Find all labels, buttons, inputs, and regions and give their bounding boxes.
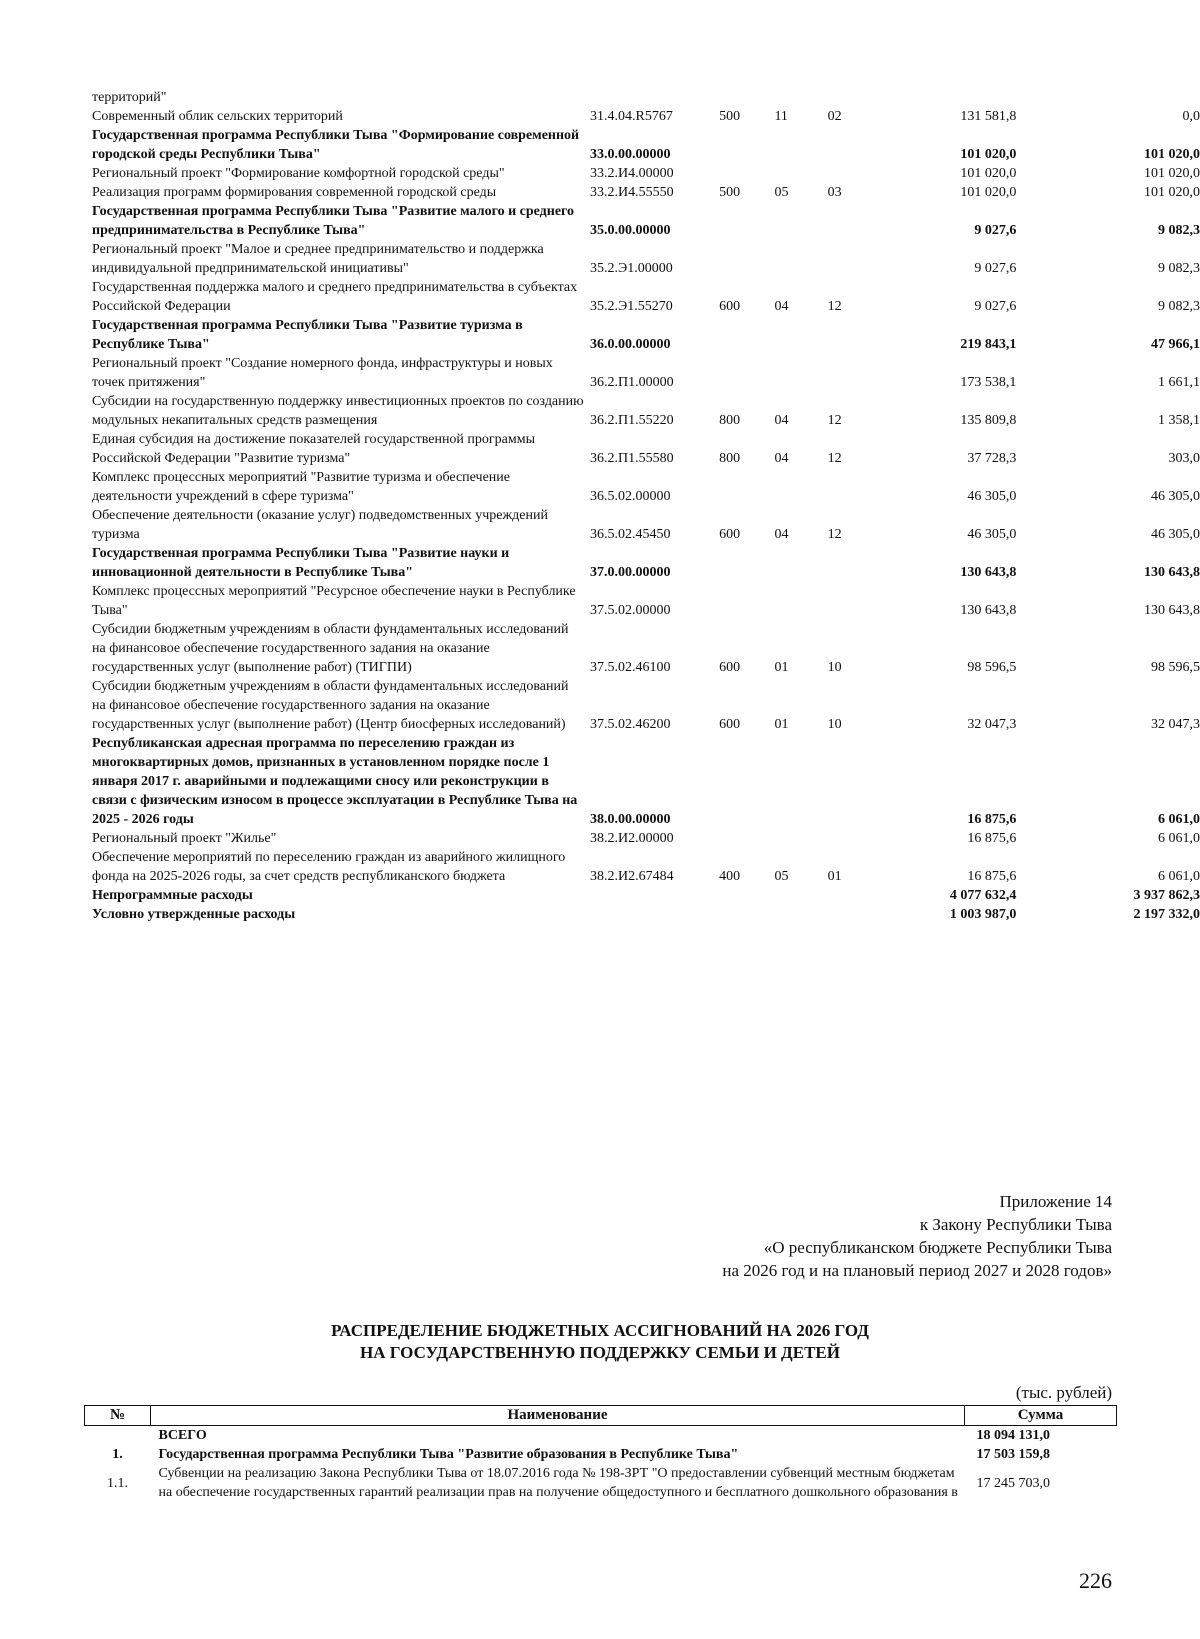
row-section <box>770 164 825 183</box>
row-subsection <box>826 202 887 240</box>
row-sum-2027: 9 027,6 <box>974 223 1017 238</box>
row-section <box>770 905 825 924</box>
row-name: Условно утвержденные расходы <box>92 907 296 922</box>
row-name: Государственная программа Республики Тыва "Развитие науки и инновационной деятельности в Республике Тыва" <box>92 546 510 580</box>
page-number: 226 <box>1079 1568 1112 1593</box>
row-section <box>770 468 825 506</box>
row-subsection <box>826 544 887 582</box>
family-table-row <box>85 1445 1117 1464</box>
row-sum-2028: 130 643,8 <box>1144 603 1200 618</box>
budget-row <box>92 829 1200 848</box>
row-sum-2028: 46 305,0 <box>1151 527 1200 542</box>
row-sum-2028: 130 643,8 <box>1144 565 1200 580</box>
row-name: Единая субсидия на достижение показателей государственной программы Российской Федерации "Развитие туризма" <box>92 432 535 466</box>
budget-table-body <box>92 88 1200 924</box>
row-code <box>590 88 713 107</box>
row-expense-type <box>713 468 770 506</box>
row-section <box>770 316 825 354</box>
row-sum-2028: 6 061,0 <box>1158 869 1200 884</box>
row-section: 01 <box>774 660 789 675</box>
budget-row <box>92 126 1200 164</box>
row-sum: 18 094 131,0 <box>976 1428 1050 1443</box>
row-sum-2027: 101 020,0 <box>960 147 1017 162</box>
document-title-line-2: НА ГОСУДАРСТВЕННУЮ ПОДДЕРЖКУ СЕМЬИ И ДЕТЕЙ <box>360 1343 840 1362</box>
row-name: территорий" <box>92 90 167 105</box>
row-subsection: 02 <box>827 109 842 124</box>
row-sum-2028: 3 937 862,3 <box>1133 888 1200 903</box>
row-name: Комплекс процессных мероприятий "Ресурсное обеспечение науки в Республике Тыва" <box>92 584 576 618</box>
budget-row <box>92 354 1200 392</box>
row-code: 36.2.П1.00000 <box>590 375 674 390</box>
row-subsection: 12 <box>827 451 842 466</box>
row-name: Обеспечение мероприятий по переселению граждан из аварийного жилищного фонда на 2025-2026 годы, за счет средств республиканского бюджета <box>92 850 566 884</box>
row-subsection <box>826 582 887 620</box>
row-section: 04 <box>774 299 789 314</box>
row-code: 36.5.02.45450 <box>590 527 671 542</box>
row-code: 36.2.П1.55220 <box>590 413 674 428</box>
family-table-body <box>85 1426 1117 1503</box>
row-expense-type <box>713 582 770 620</box>
row-sum-2027: 131 581,8 <box>960 109 1017 124</box>
document-title <box>0 1320 1200 1364</box>
row-sum-2028: 303,0 <box>1168 451 1200 466</box>
budget-row <box>92 392 1200 430</box>
row-name: Субвенции на реализацию Закона Республики Тыва от 18.07.2016 года № 198-ЗРТ "О предоставлении субвенций местным бюджетам на обеспечение государственных гарантий реализации прав на получение общедоступного и бесплатного дошкольного образования в <box>158 1466 958 1500</box>
row-name: Государственная программа Республики Тыва "Развитие туризма в Республике Тыва" <box>92 318 523 352</box>
row-section <box>770 88 825 107</box>
row-name: Комплекс процессных мероприятий "Развитие туризма и обеспечение деятельности учреждений в сфере туризма" <box>92 470 510 504</box>
row-expense-type <box>713 734 770 829</box>
row-sum-2028: 9 082,3 <box>1158 299 1200 314</box>
row-number: 1.1. <box>107 1475 128 1491</box>
budget-row <box>92 620 1200 677</box>
row-sum-2028: 101 020,0 <box>1144 166 1200 181</box>
budget-row <box>92 278 1200 316</box>
budget-row <box>92 316 1200 354</box>
row-sum-2028: 9 082,3 <box>1158 223 1200 238</box>
row-sum-2027: 46 305,0 <box>967 489 1017 504</box>
row-name: Субсидии бюджетным учреждениям в области фундаментальных исследований на финансовое обеспечение государственного задания на оказание государственных услуг (выполнение работ) (ТИГПИ) <box>92 622 569 675</box>
budget-row <box>92 848 1200 886</box>
row-subsection <box>826 734 887 829</box>
row-name: Современный облик сельских территорий <box>92 109 343 124</box>
row-sum-2027: 4 077 632,4 <box>949 888 1017 903</box>
row-sum-2027: 46 305,0 <box>967 527 1017 542</box>
row-section <box>770 240 825 278</box>
row-expense-type: 600 <box>719 717 741 732</box>
row-sum-2028: 98 596,5 <box>1151 660 1200 675</box>
row-expense-type <box>713 905 770 924</box>
row-sum-2027: 130 643,8 <box>960 565 1017 580</box>
row-code: 37.0.00.00000 <box>590 565 671 580</box>
row-sum-2028: 2 197 332,0 <box>1133 907 1200 922</box>
row-code: 37.5.02.46200 <box>590 717 671 732</box>
row-section: 04 <box>774 527 789 542</box>
row-code <box>590 886 713 905</box>
row-expense-type <box>713 126 770 164</box>
row-code: 37.5.02.00000 <box>590 603 671 618</box>
family-table-row <box>85 1426 1117 1446</box>
row-section <box>770 582 825 620</box>
row-sum-2028 <box>1062 88 1200 107</box>
row-expense-type: 500 <box>719 109 741 124</box>
row-expense-type: 800 <box>719 413 741 428</box>
row-name: Государственная программа Республики Тыва "Развитие образования в Республике Тыва" <box>158 1447 739 1462</box>
row-subsection <box>826 829 887 848</box>
budget-row <box>92 240 1200 278</box>
row-expense-type: 500 <box>719 185 741 200</box>
row-subsection: 10 <box>827 717 842 732</box>
budget-table <box>92 88 1200 924</box>
family-table-header-row <box>85 1406 1117 1426</box>
row-code: 33.0.00.00000 <box>590 147 671 162</box>
appendix-header <box>722 1190 1112 1282</box>
family-table-row <box>85 1464 1117 1502</box>
row-sum: 17 245 703,0 <box>976 1475 1050 1491</box>
row-expense-type <box>713 544 770 582</box>
row-sum-2027: 130 643,8 <box>960 603 1017 618</box>
budget-row <box>92 506 1200 544</box>
row-subsection: 01 <box>827 869 842 884</box>
row-sum-2027: 16 875,6 <box>967 812 1017 827</box>
row-expense-type <box>713 354 770 392</box>
row-expense-type <box>713 316 770 354</box>
row-expense-type <box>713 886 770 905</box>
row-subsection: 12 <box>827 413 842 428</box>
row-expense-type: 600 <box>719 299 741 314</box>
row-name: Субсидии на государственную поддержку инвестиционных проектов по созданию модульных некапитальных средств размещения <box>92 394 584 428</box>
budget-row <box>92 430 1200 468</box>
row-name: Региональный проект "Формирование комфортной городской среды" <box>92 166 505 181</box>
row-name: Непрограммные расходы <box>92 888 253 903</box>
row-sum-2027: 219 843,1 <box>960 337 1017 352</box>
row-section: 01 <box>774 717 789 732</box>
row-name: Реализация программ формирования современной городской среды <box>92 185 497 200</box>
row-subsection: 03 <box>827 185 842 200</box>
row-name: Региональный проект "Малое и среднее предпринимательство и поддержка индивидуальной предпринимательской инициативы" <box>92 242 544 276</box>
row-sum: 17 503 159,8 <box>976 1447 1050 1462</box>
row-code: 36.0.00.00000 <box>590 337 671 352</box>
row-subsection <box>826 468 887 506</box>
appendix-line-1: Приложение 14 <box>999 1192 1112 1211</box>
family-support-table <box>84 1405 1117 1502</box>
row-sum-2027: 37 728,3 <box>967 451 1017 466</box>
row-name: ВСЕГО <box>158 1428 207 1443</box>
row-section: 04 <box>774 413 789 428</box>
row-section <box>770 886 825 905</box>
row-expense-type <box>713 164 770 183</box>
row-section <box>770 354 825 392</box>
row-sum-2028: 0,0 <box>1182 109 1200 124</box>
row-sum-2027: 16 875,6 <box>967 869 1017 884</box>
row-code: 35.0.00.00000 <box>590 223 671 238</box>
row-sum-2028: 1 358,1 <box>1158 413 1200 428</box>
budget-row <box>92 905 1200 924</box>
row-expense-type <box>713 202 770 240</box>
units-label: (тыс. рублей) <box>1015 1383 1112 1402</box>
row-section: 04 <box>774 451 789 466</box>
budget-row <box>92 183 1200 202</box>
header-name: Наименование <box>151 1406 965 1426</box>
budget-row <box>92 582 1200 620</box>
budget-row <box>92 88 1200 107</box>
row-sum-2027 <box>887 88 1063 107</box>
row-sum-2027: 101 020,0 <box>960 185 1017 200</box>
row-sum-2028: 47 966,1 <box>1151 337 1200 352</box>
row-code: 33.2.И4.00000 <box>590 166 674 181</box>
row-subsection <box>826 88 887 107</box>
row-code: 35.2.Э1.00000 <box>590 261 673 276</box>
budget-row <box>92 886 1200 905</box>
row-subsection: 12 <box>827 299 842 314</box>
row-expense-type: 600 <box>719 527 741 542</box>
row-subsection <box>826 886 887 905</box>
row-expense-type <box>713 240 770 278</box>
row-sum-2028: 46 305,0 <box>1151 489 1200 504</box>
row-subsection: 12 <box>827 527 842 542</box>
row-section <box>770 829 825 848</box>
row-name: Государственная программа Республики Тыва "Формирование современной городской среды Республики Тыва" <box>92 128 580 162</box>
row-sum-2027: 9 027,6 <box>974 261 1017 276</box>
row-name: Региональный проект "Жилье" <box>92 831 277 846</box>
row-sum-2027: 1 003 987,0 <box>949 907 1017 922</box>
row-expense-type: 600 <box>719 660 741 675</box>
row-sum-2027: 9 027,6 <box>974 299 1017 314</box>
row-code: 36.5.02.00000 <box>590 489 671 504</box>
budget-row <box>92 164 1200 183</box>
row-subsection <box>826 164 887 183</box>
budget-row <box>92 468 1200 506</box>
budget-row <box>92 544 1200 582</box>
document-title-line-1: РАСПРЕДЕЛЕНИЕ БЮДЖЕТНЫХ АССИГНОВАНИЙ НА 2026 ГОД <box>331 1321 869 1340</box>
row-sum-2027: 101 020,0 <box>960 166 1017 181</box>
row-sum-2028: 6 061,0 <box>1158 812 1200 827</box>
row-sum-2027: 135 809,8 <box>960 413 1017 428</box>
row-section: 05 <box>774 185 789 200</box>
row-section <box>770 126 825 164</box>
row-expense-type: 800 <box>719 451 741 466</box>
row-code: 38.0.00.00000 <box>590 812 671 827</box>
row-code: 36.2.П1.55580 <box>590 451 674 466</box>
appendix-line-3: «О республиканском бюджете Республики Тыва <box>763 1238 1112 1257</box>
row-sum-2028: 1 661,1 <box>1158 375 1200 390</box>
row-subsection <box>826 126 887 164</box>
row-number: 1. <box>112 1447 123 1462</box>
appendix-line-4: на 2026 год и на плановый период 2027 и 2028 годов» <box>722 1261 1112 1280</box>
row-sum-2028: 9 082,3 <box>1158 261 1200 276</box>
row-code: 37.5.02.46100 <box>590 660 671 675</box>
row-name: Обеспечение деятельности (оказание услуг) подведомственных учреждений туризма <box>92 508 548 542</box>
header-number: № <box>85 1406 151 1426</box>
budget-row <box>92 202 1200 240</box>
row-code: 33.2.И4.55550 <box>590 185 674 200</box>
row-sum-2027: 98 596,5 <box>967 660 1017 675</box>
row-sum-2027: 173 538,1 <box>960 375 1017 390</box>
row-code <box>590 905 713 924</box>
row-expense-type <box>713 829 770 848</box>
row-code: 38.2.И2.00000 <box>590 831 674 846</box>
row-section: 11 <box>774 109 788 124</box>
row-code: 31.4.04.R5767 <box>590 109 673 124</box>
row-sum-2028: 101 020,0 <box>1144 147 1200 162</box>
row-sum-2027: 32 047,3 <box>967 717 1017 732</box>
row-section <box>770 734 825 829</box>
row-section <box>770 544 825 582</box>
appendix-line-2: к Закону Республики Тыва <box>919 1215 1112 1234</box>
row-sum-2028: 32 047,3 <box>1151 717 1200 732</box>
row-sum-2027: 16 875,6 <box>967 831 1017 846</box>
row-expense-type <box>713 88 770 107</box>
row-subsection: 10 <box>827 660 842 675</box>
row-subsection <box>826 354 887 392</box>
row-sum-2028: 101 020,0 <box>1144 185 1200 200</box>
row-subsection <box>826 240 887 278</box>
row-expense-type: 400 <box>719 869 741 884</box>
row-subsection <box>826 316 887 354</box>
row-name: Региональный проект "Создание номерного фонда, инфраструктуры и новых точек притяжения" <box>92 356 553 390</box>
row-section: 05 <box>774 869 789 884</box>
row-name: Субсидии бюджетным учреждениям в области фундаментальных исследований на финансовое обеспечение государственного задания на оказание государственных услуг (выполнение работ) (Центр биосферных исследований) <box>92 679 569 732</box>
row-code: 35.2.Э1.55270 <box>590 299 673 314</box>
budget-row <box>92 677 1200 734</box>
row-name: Государственная поддержка малого и среднего предпринимательства в субъектах Российской Федерации <box>92 280 578 314</box>
budget-row <box>92 734 1200 829</box>
row-sum-2028: 6 061,0 <box>1158 831 1200 846</box>
row-name: Республиканская адресная программа по переселению граждан из многоквартирных домов, признанных в установленном порядке после 1 января 2017 г. аварийными и подлежащими сносу или реконструкции в связи с физическим износом в процессе эксплуатации в Республике Тыва на 2025 - 2026 годы <box>92 736 578 827</box>
header-sum: Сумма <box>965 1406 1117 1426</box>
row-code: 38.2.И2.67484 <box>590 869 674 884</box>
row-section <box>770 202 825 240</box>
budget-row <box>92 107 1200 126</box>
row-name: Государственная программа Республики Тыва "Развитие малого и среднего предпринимательства в Республике Тыва" <box>92 204 575 238</box>
row-subsection <box>826 905 887 924</box>
row-number <box>85 1426 151 1446</box>
